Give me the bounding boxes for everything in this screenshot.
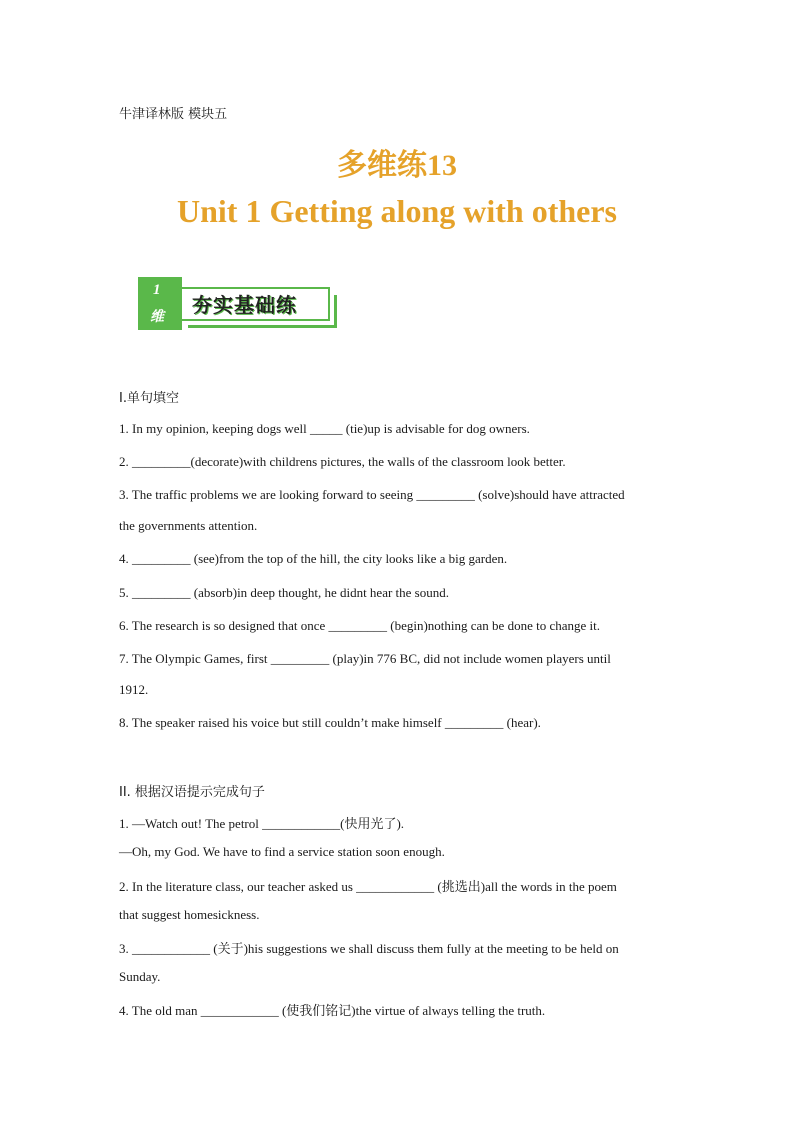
banner-dimension: 维 bbox=[150, 309, 164, 325]
section2-heading: II. 根据汉语提示完成句子 bbox=[119, 785, 265, 800]
translation-2: 2. In the literature class, our teacher asked us ____________ (挑选出)all the words in the poem bbox=[119, 879, 617, 894]
section-banner bbox=[138, 277, 334, 330]
translation-3-continued: Sunday. bbox=[119, 969, 161, 984]
section1-heading: I.单句填空 bbox=[119, 391, 179, 406]
exercise-title: 多维练13 bbox=[337, 149, 457, 182]
question-1: 1. In my opinion, keeping dogs well _____ (tie)up is advisable for dog owners. bbox=[119, 421, 530, 436]
banner-number: 1 bbox=[153, 282, 161, 298]
question-3: 3. The traffic problems we are looking forward to seeing _________ (solve)should have attracted bbox=[119, 487, 625, 502]
question-7: 7. The Olympic Games, first _________ (play)in 776 BC, did not include women players until bbox=[119, 651, 611, 666]
banner-text: 夯实基础练 bbox=[192, 293, 297, 317]
question-6: 6. The research is so designed that once _________ (begin)nothing can be done to change it. bbox=[119, 618, 600, 633]
course-label: 牛津译林版 模块五 bbox=[119, 107, 228, 122]
translation-1-reply: —Oh, my God. We have to find a service station soon enough. bbox=[119, 844, 445, 859]
translation-1: 1. —Watch out! The petrol ____________(快用光了). bbox=[119, 816, 405, 831]
translation-4: 4. The old man ____________ (使我们铭记)the virtue of always telling the truth. bbox=[119, 1003, 546, 1018]
question-8: 8. The speaker raised his voice but still couldn’t make himself _________ (hear). bbox=[119, 715, 541, 730]
question-7-continued: 1912. bbox=[119, 682, 149, 697]
question-3-continued: the governments attention. bbox=[119, 518, 258, 533]
banner-badge bbox=[138, 277, 182, 330]
translation-3: 3. ____________ (关于)his suggestions we shall discuss them fully at the meeting to be held on bbox=[119, 941, 619, 956]
unit-title: Unit 1 Getting along with others bbox=[177, 193, 617, 229]
question-4: 4. _________ (see)from the top of the hill, the city looks like a big garden. bbox=[119, 551, 508, 566]
question-5: 5. _________ (absorb)in deep thought, he didnt hear the sound. bbox=[119, 585, 449, 600]
translation-2-continued: that suggest homesickness. bbox=[119, 907, 260, 922]
question-2: 2. _________(decorate)with childrens pictures, the walls of the classroom look better. bbox=[119, 454, 566, 469]
